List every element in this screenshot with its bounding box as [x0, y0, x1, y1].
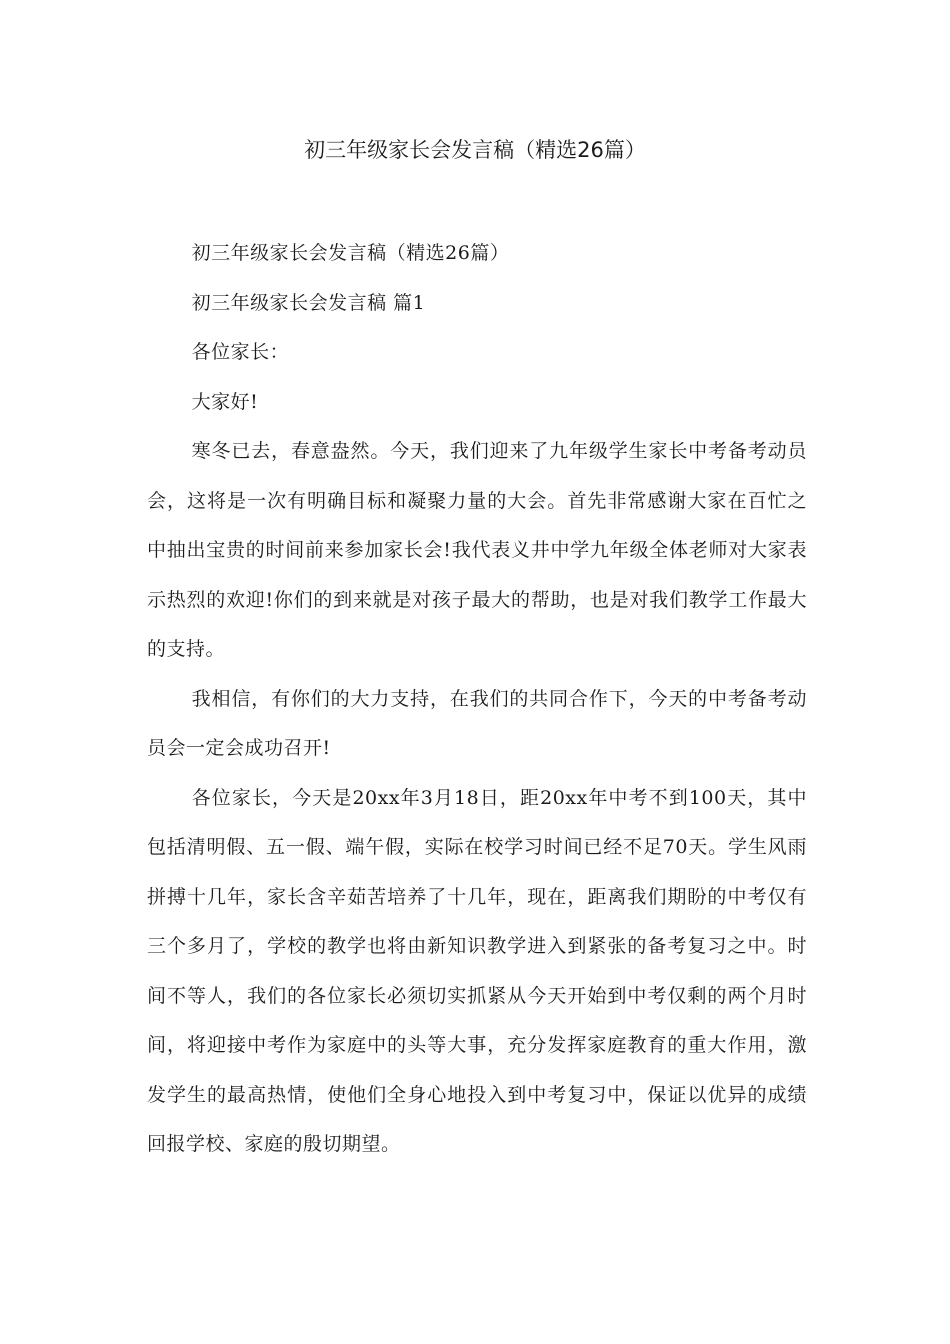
paragraph-body: 我相信，有你们的大力支持，在我们的共同合作下，今天的中考备考动员会一定会成功召开! — [147, 687, 807, 759]
paragraph-body: 寒冬已去，春意盎然。今天，我们迎来了九年级学生家长中考备考动员会，这将是一次有明确目标和凝聚力量的大会。首先非常感谢大家在百忙之中抽出宝贵的时间前来参加家长会!我代表义井中学九年级全体老师对大家表示热烈的欢迎!你们的到来就是对孩子最大的帮助，也是对我们教学工作最大的支持。 — [147, 440, 807, 660]
paragraph-greeting: 大家好! — [191, 390, 259, 413]
paragraph-section-title: 初三年级家长会发言稿 篇1 — [191, 291, 426, 314]
document-body — [147, 229, 807, 1170]
document-title: 初三年级家长会发言稿（精选26篇） — [304, 138, 646, 162]
paragraph-salutation: 各位家长： — [191, 341, 290, 363]
paragraph-heading: 初三年级家长会发言稿（精选26篇） — [191, 242, 510, 264]
paragraph-body: 各位家长，今天是20xx年3月18日，距20xx年中考不到100天，其中包括清明假、五一假、端午假，实际在校学习时间已经不足70天。学生风雨拼搏十几年，家长含辛茹苦培养了十几年，现在，距离我们期盼的中考仅有三个多月了，学校的教学也将由新知识教学进入到紧张的备考复习之中。时间不等人，我们的各位家长必须切实抓紧从今天开始到中考仅剩的两个月时间，将迎接中考作为家庭中的头等大事，充分发挥家庭教育的重大作用，激发学生的最高热情，使他们全身心地投入到中考复习中，保证以优异的成绩回报学校、家庭的殷切期望。 — [147, 786, 807, 1155]
